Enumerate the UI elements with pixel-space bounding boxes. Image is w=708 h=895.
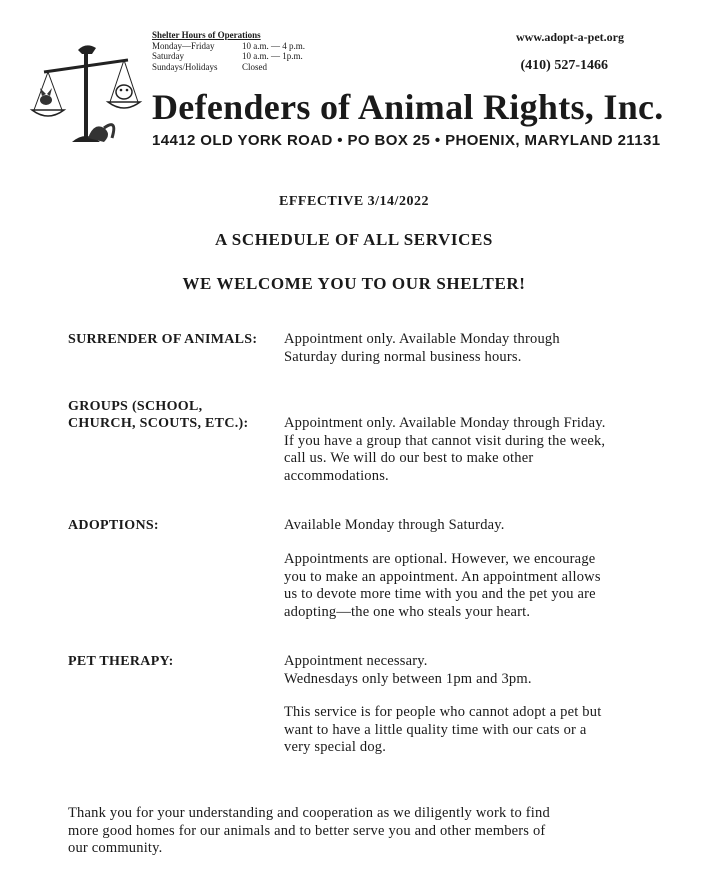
hours-time: Closed bbox=[242, 61, 268, 72]
text-line: Appointments are optional. However, we encourage bbox=[284, 551, 596, 567]
text-line: Thank you for your understanding and cooperation as we diligently work to find bbox=[68, 805, 550, 821]
shelter-hours-title: Shelter Hours of Operations bbox=[152, 30, 261, 40]
shelter-hours bbox=[152, 30, 305, 72]
groups-label bbox=[68, 398, 248, 432]
hours-day: Sundays/Holidays bbox=[152, 61, 218, 72]
pet-therapy-text bbox=[284, 704, 684, 757]
text-line: more good homes for our animals and to better serve you and other members of bbox=[68, 822, 546, 839]
closing-paragraph bbox=[68, 805, 648, 858]
adoptions-availability: Available Monday through Saturday. bbox=[284, 517, 505, 533]
phone-number: (410) 527-1466 bbox=[520, 58, 608, 73]
pet-therapy-schedule bbox=[284, 653, 684, 688]
groups-text bbox=[284, 415, 684, 485]
text-line: call us. We will do our best to make other bbox=[284, 450, 534, 466]
label-line: GROUPS (SCHOOL, bbox=[68, 399, 203, 414]
welcome-heading: WE WELCOME YOU TO OUR SHELTER! bbox=[182, 274, 526, 293]
hours-time: 10 a.m. — 1p.m. bbox=[242, 51, 303, 61]
text-line: want to have a little quality time with our cats or a bbox=[284, 721, 587, 738]
text-line: you to make an appointment. An appointment allows bbox=[284, 568, 601, 585]
text-line: Appointment only. Available Monday through Friday. bbox=[284, 415, 606, 431]
organization-address: 14412 OLD YORK ROAD • PO BOX 25 • PHOENIX, MARYLAND 21131 bbox=[152, 132, 661, 149]
text-line: Appointment necessary. bbox=[284, 653, 428, 669]
text-line: This service is for people who cannot adopt a pet but bbox=[284, 704, 602, 720]
text-line: us to devote more time with you and the pet you are bbox=[284, 586, 596, 602]
text-line: accommodations. bbox=[284, 467, 389, 484]
effective-date: EFFECTIVE 3/14/2022 bbox=[279, 194, 429, 209]
text-line: Saturday during normal business hours. bbox=[284, 348, 522, 365]
text-line: If you have a group that cannot visit during the week, bbox=[284, 432, 606, 449]
schedule-title: A SCHEDULE OF ALL SERVICES bbox=[215, 230, 493, 249]
hours-row bbox=[152, 51, 305, 62]
surrender-text bbox=[284, 331, 684, 366]
text-line: Wednesdays only between 1pm and 3pm. bbox=[284, 670, 532, 687]
surrender-label: SURRENDER OF ANIMALS: bbox=[68, 332, 258, 347]
hours-row bbox=[152, 62, 305, 73]
hours-day: Saturday bbox=[152, 51, 184, 61]
text-line: our community. bbox=[68, 840, 163, 856]
hours-time: 10 a.m. — 4 p.m. bbox=[242, 40, 305, 51]
website-url: www.adopt-a-pet.org bbox=[516, 30, 624, 44]
adoptions-text bbox=[284, 551, 684, 621]
text-line: very special dog. bbox=[284, 739, 387, 755]
hours-row bbox=[152, 41, 305, 52]
text-line: Appointment only. Available Monday through bbox=[284, 331, 560, 347]
adoptions-label: ADOPTIONS: bbox=[68, 518, 159, 533]
hours-day: Monday—Friday bbox=[152, 40, 215, 51]
scales-of-justice-with-animals-icon bbox=[28, 42, 144, 152]
organization-name: Defenders of Animal Rights, Inc. bbox=[152, 87, 664, 127]
text-line: adopting—the one who steals your heart. bbox=[284, 603, 531, 620]
pet-therapy-label: PET THERAPY: bbox=[68, 654, 174, 669]
label-line: CHURCH, SCOUTS, ETC.): bbox=[68, 416, 249, 431]
